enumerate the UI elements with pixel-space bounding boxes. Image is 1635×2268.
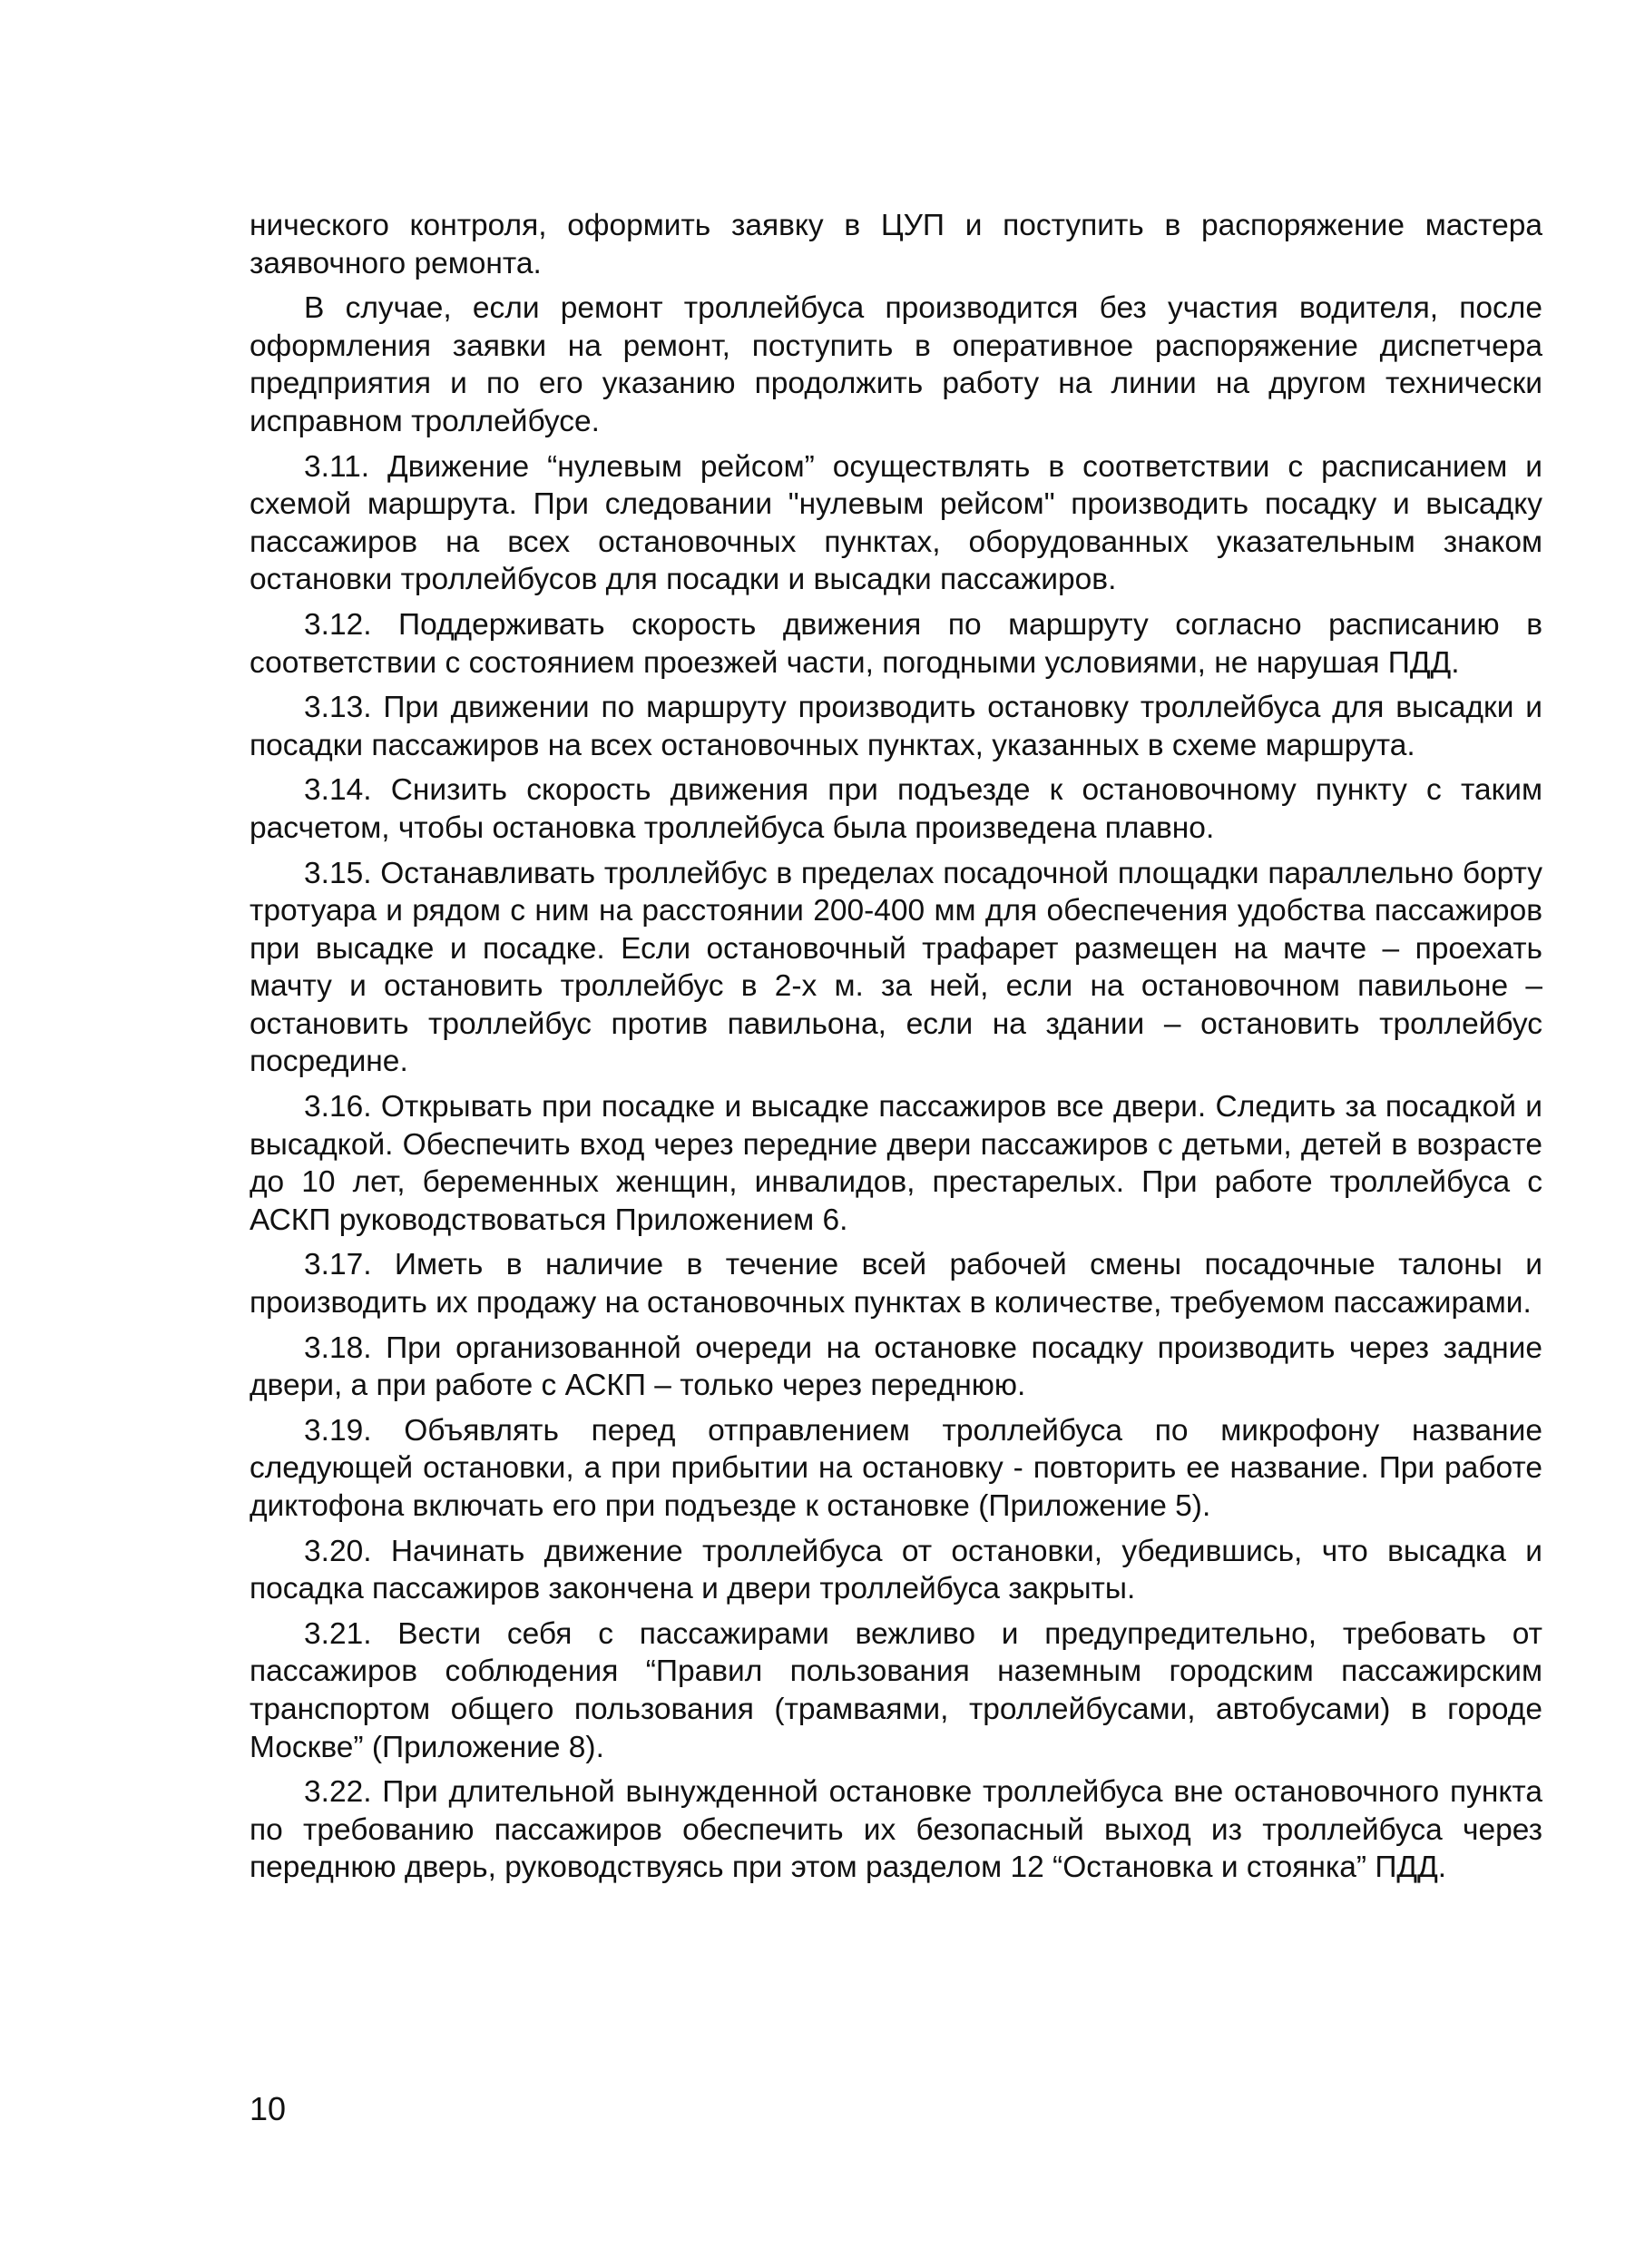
paragraph-3-14: 3.14. Снизить скорость движения при подъезде к остановочному пункту с таким расчетом, чтобы остановка троллейбуса была произведена плавно. [250,773,1542,845]
paragraph-3-16: 3.16. Открывать при посадке и высадке пассажиров все двери. Следить за посадкой и высадкой. Обеспечить вход через передние двери пассажиров с детьми, детей в возрасте до 10 лет, беременных женщин, инвалидов, престарелых. При работе троллейбуса с АСКП руководствоваться Приложением 6. [250,1090,1542,1237]
paragraph-3-11: 3.11. Движение “нулевым рейсом” осуществлять в соответствии с расписанием и схемой маршрута. При следовании "нулевым рейсом" производить посадку и высадку пассажиров на всех остановочных пунктах, оборудованных указательным знаком остановки троллейбусов для посадки и высадки пассажиров. [250,449,1542,597]
document-body [250,207,1542,1894]
paragraph-3-18: 3.18. При организованной очереди на остановке посадку производить через задние двери, а при работе с АСКП – только через переднюю. [250,1330,1542,1403]
paragraph-3-15: 3.15. Останавливать троллейбус в пределах посадочной площадки параллельно борту тротуара и рядом с ним на расстоянии 200-400 мм для обеспечения удобства пассажиров при высадке и посадке. Если остановочный трафарет размещен на мачте – проехать мачту и остановить троллейбус в 2-х м. за ней, если на остановочном павильоне – остановить троллейбус против павильона, если на здании – остановить троллейбус посредине. [250,856,1542,1079]
paragraph-continuation: нического контроля, оформить заявку в ЦУП и поступить в распоряжение мастера заявочного ремонта. [250,209,1542,280]
paragraph-3-13: 3.13. При движении по маршруту производить остановку троллейбуса для высадки и посадки пассажиров на всех остановочных пунктах, указанных в схеме маршрута. [250,691,1542,762]
paragraph-3-21: 3.21. Вести себя с пассажирами вежливо и предупредительно, требовать от пассажиров соблюдения “Правил пользования наземным городским пассажирским транспортом общего пользования (трамваями, троллейбусами, автобусами) в городе Москве” (Приложение 8). [250,1616,1542,1764]
paragraph-repair-without-driver: В случае, если ремонт троллейбуса производится без участия водителя, после оформления заявки на ремонт, поступить в оперативное распоряжение диспетчера предприятия и по его указанию продолжить работу на линии на другом технически исправном троллейбусе. [250,291,1542,438]
paragraph-3-22: 3.22. При длительной вынужденной остановке троллейбуса вне остановочного пункта по требованию пассажиров обеспечить их безопасный выход из троллейбуса через переднюю дверь, руководствуясь при этом разделом 12 “Остановка и стоянка” ПДД. [250,1775,1542,1885]
paragraph-3-19: 3.19. Объявлять перед отправлением троллейбуса по микрофону название следующей остановки, а при прибытии на остановку - повторить ее название. При работе диктофона включать его при подъезде к остановке (Приложение 5). [250,1413,1542,1523]
paragraph-3-17: 3.17. Иметь в наличие в течение всей рабочей смены посадочные талоны и производить их продажу на остановочных пунктах в количестве, требуемом пассажирами. [250,1248,1542,1321]
paragraph-3-20: 3.20. Начинать движение троллейбуса от остановки, убедившись, что высадка и посадка пассажиров закончена и двери троллейбуса закрыты. [250,1534,1542,1606]
page-number: 10 [250,2090,287,2127]
paragraph-3-12: 3.12. Поддерживать скорость движения по маршруту согласно расписанию в соответствии с состоянием проезжей части, погодными условиями, не нарушая ПДД. [250,607,1542,680]
